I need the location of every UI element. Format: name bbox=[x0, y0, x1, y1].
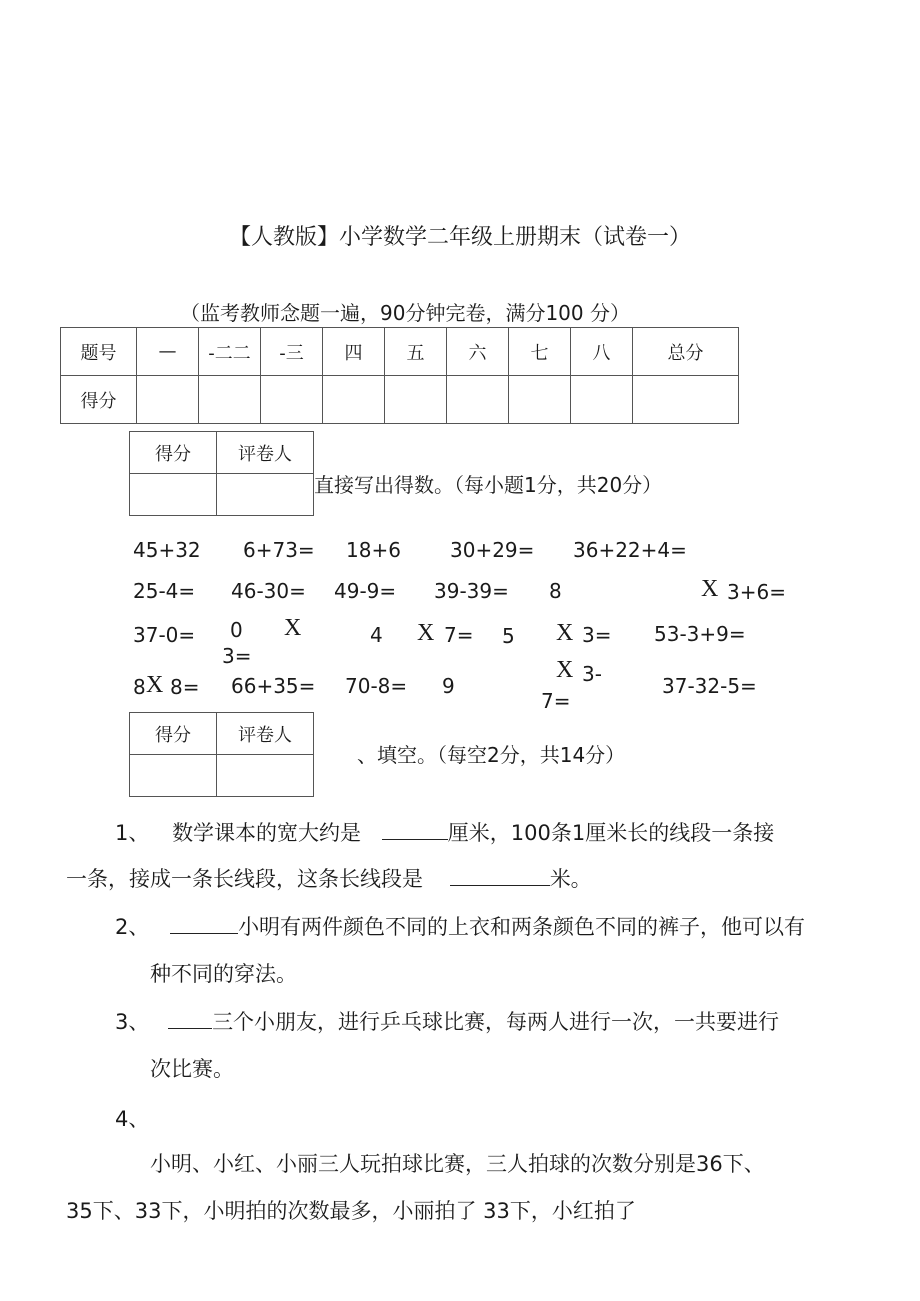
calc-item: 36+22+4= bbox=[573, 538, 687, 562]
question-text: 米。 bbox=[549, 867, 592, 891]
grader-box-2 bbox=[129, 712, 314, 797]
grader-name-cell[interactable] bbox=[217, 755, 314, 797]
question-text: 厘米，100条1厘米长的线段一条接 bbox=[447, 821, 775, 845]
calc-item: 5 bbox=[502, 624, 515, 648]
table-cell: 七 bbox=[509, 328, 571, 376]
table-cell: 得分 bbox=[61, 376, 137, 424]
score-table bbox=[60, 327, 739, 424]
score-input-cell[interactable] bbox=[509, 376, 571, 424]
calc-item: 53-3+9= bbox=[654, 622, 746, 646]
grader-score-label: 得分 bbox=[130, 713, 217, 755]
question-3 bbox=[115, 1006, 779, 1036]
multiply-sign: X bbox=[556, 620, 574, 646]
question-number: 2、 bbox=[115, 915, 150, 939]
answer-blank[interactable] bbox=[170, 913, 238, 934]
question-1-cont bbox=[66, 863, 592, 893]
question-number: 3、 bbox=[115, 1010, 150, 1034]
multiply-sign: X bbox=[556, 657, 574, 683]
calc-item: 45+32 bbox=[133, 538, 201, 562]
grader-score-label: 得分 bbox=[130, 432, 217, 474]
table-cell: 总分 bbox=[633, 328, 739, 376]
calc-item: 3- bbox=[582, 662, 602, 686]
answer-blank[interactable] bbox=[450, 865, 550, 886]
grader-score-cell[interactable] bbox=[130, 474, 217, 516]
score-input-cell[interactable] bbox=[633, 376, 739, 424]
question-text: 三个小朋友，进行乒乓球比赛，每两人进行一次，一共要进行 bbox=[212, 1010, 780, 1034]
multiply-sign: X bbox=[701, 576, 719, 602]
score-table-score-row bbox=[61, 376, 739, 424]
calc-item: 6+73= bbox=[243, 538, 315, 562]
multiply-sign: X bbox=[417, 620, 435, 646]
calc-item: 37-32-5= bbox=[662, 674, 757, 698]
calc-item: 8= bbox=[170, 675, 200, 699]
calc-item-clipped: 3= bbox=[222, 644, 252, 668]
section1-title: 直接写出得数。（每小题1分，共20分） bbox=[314, 473, 663, 497]
grader-name-label: 评卷人 bbox=[217, 432, 314, 474]
calc-item: 70-8= bbox=[345, 674, 408, 698]
question-text: 一条，接成一条长线段，这条长线段是 bbox=[66, 867, 423, 891]
grader-box-1 bbox=[129, 431, 314, 516]
calc-item: 8 bbox=[549, 579, 562, 603]
score-input-cell[interactable] bbox=[447, 376, 509, 424]
section2-title: 、填空。（每空2分，共14分） bbox=[357, 743, 626, 767]
calc-item: 7= bbox=[444, 623, 474, 647]
exam-subtitle: （监考教师念题一遍，90分钟完卷，满分100 分） bbox=[180, 301, 630, 325]
question-text: 次比赛。 bbox=[150, 1057, 234, 1081]
calc-item: 39-39= bbox=[434, 579, 509, 603]
exam-title: 【人教版】小学数学二年级上册期末（试卷一） bbox=[228, 225, 691, 250]
calc-item: 18+6 bbox=[346, 538, 401, 562]
score-input-cell[interactable] bbox=[199, 376, 261, 424]
calc-item: 0 bbox=[230, 618, 243, 642]
question-text: 35下、33下，小明拍的次数最多，小丽拍了 33下，小红拍了 bbox=[66, 1199, 636, 1223]
question-number: 4、 bbox=[115, 1107, 150, 1131]
calc-item: 3= bbox=[582, 623, 612, 647]
table-cell: 六 bbox=[447, 328, 509, 376]
score-input-cell[interactable] bbox=[385, 376, 447, 424]
question-text: 种不同的穿法。 bbox=[150, 962, 297, 986]
table-cell: 五 bbox=[385, 328, 447, 376]
question-text: 小明有两件颜色不同的上衣和两条颜色不同的裤子，他可以有 bbox=[238, 915, 806, 939]
question-text: 小明、小红、小丽三人玩拍球比赛，三人拍球的次数分别是36下、 bbox=[150, 1152, 765, 1176]
multiply-sign: X bbox=[146, 672, 164, 698]
calc-item: 37-0= bbox=[133, 623, 196, 647]
calc-item: 8 bbox=[133, 675, 146, 699]
table-cell: 四 bbox=[323, 328, 385, 376]
score-table-header-row bbox=[61, 328, 739, 376]
grader-name-cell[interactable] bbox=[217, 474, 314, 516]
calc-item: 66+35= bbox=[231, 674, 316, 698]
question-1 bbox=[115, 817, 774, 847]
calc-item: 49-9= bbox=[334, 579, 397, 603]
score-input-cell[interactable] bbox=[323, 376, 385, 424]
calc-item: 9 bbox=[442, 674, 455, 698]
calc-item: 7= bbox=[541, 689, 571, 713]
table-cell: — bbox=[137, 328, 199, 376]
table-cell: 八 bbox=[571, 328, 633, 376]
grader-name-label: 评卷人 bbox=[217, 713, 314, 755]
calc-item: 25-4= bbox=[133, 579, 196, 603]
question-text: 数学课本的宽大约是 bbox=[172, 821, 362, 845]
table-cell: -三 bbox=[261, 328, 323, 376]
calc-item: 46-30= bbox=[231, 579, 306, 603]
table-cell: 题号 bbox=[61, 328, 137, 376]
answer-blank[interactable] bbox=[382, 819, 448, 840]
answer-blank[interactable] bbox=[168, 1008, 212, 1029]
calc-item: 3+6= bbox=[727, 580, 786, 604]
grader-score-cell[interactable] bbox=[130, 755, 217, 797]
score-input-cell[interactable] bbox=[261, 376, 323, 424]
multiply-sign: X bbox=[284, 615, 302, 641]
calc-item: 4 bbox=[370, 623, 383, 647]
score-input-cell[interactable] bbox=[571, 376, 633, 424]
table-cell: -二二 bbox=[199, 328, 261, 376]
score-input-cell[interactable] bbox=[137, 376, 199, 424]
calc-item: 30+29= bbox=[450, 538, 535, 562]
question-2 bbox=[115, 911, 805, 941]
question-number: 1、 bbox=[115, 821, 150, 845]
